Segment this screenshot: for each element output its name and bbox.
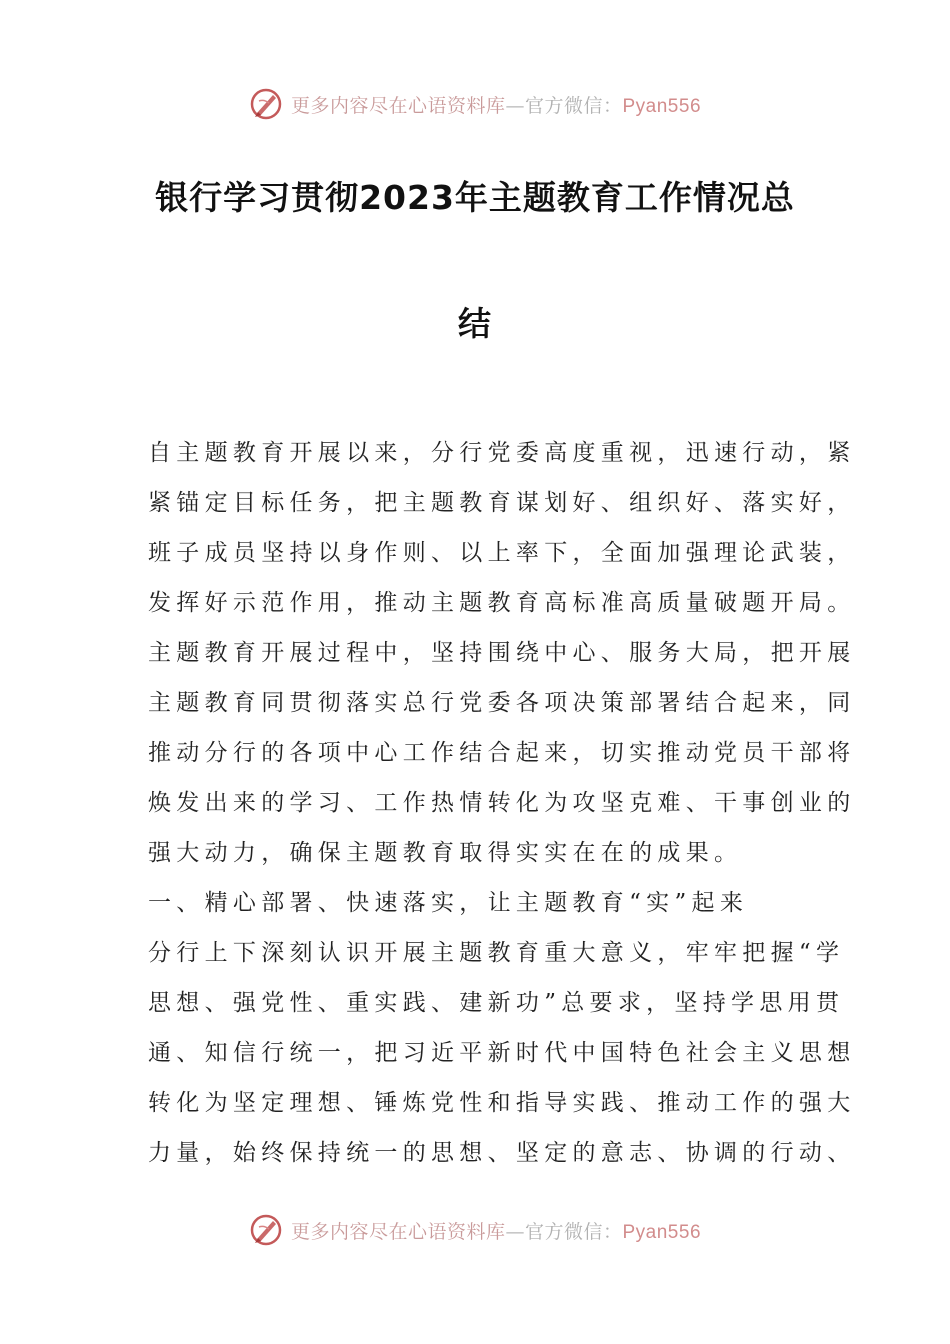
watermark-group bbox=[249, 87, 701, 121]
body-line: 紧锚定目标任务，把主题教育谋划好、组织好、落实好， bbox=[148, 490, 856, 516]
watermark-dash: — bbox=[505, 1220, 525, 1243]
watermark-dash: — bbox=[505, 94, 525, 117]
document-body bbox=[148, 428, 856, 1178]
watermark-main-text: 更多内容尽在心语资料库 bbox=[290, 1220, 506, 1243]
watermark-group bbox=[249, 1213, 701, 1247]
watermark-wechat-id: Pyan556 bbox=[622, 95, 702, 117]
body-line: 主题教育开展过程中，坚持围绕中心、服务大局，把开展 bbox=[148, 640, 856, 666]
body-line: 通、知信行统一，把习近平新时代中国特色社会主义思想 bbox=[148, 1040, 856, 1066]
body-line: 焕发出来的学习、工作热情转化为攻坚克难、干事创业的 bbox=[148, 790, 856, 816]
body-line: 自主题教育开展以来，分行党委高度重视，迅速行动，紧 bbox=[148, 440, 856, 466]
section-heading: 一、精心部署、快速落实，让主题教育“实”起来 bbox=[148, 890, 749, 916]
watermark-text bbox=[291, 1217, 701, 1244]
watermark-text bbox=[291, 91, 701, 118]
pen-circle-logo-icon bbox=[249, 87, 283, 121]
watermark-wechat-id: Pyan556 bbox=[622, 1221, 702, 1243]
body-line: 思想、强党性、重实践、建新功”总要求，坚持学思用贯 bbox=[148, 990, 845, 1016]
watermark-wechat-label: 官方微信： bbox=[524, 1220, 623, 1243]
body-line: 班子成员坚持以身作则、以上率下，全面加强理论武装， bbox=[148, 540, 856, 566]
watermark-wechat-label: 官方微信： bbox=[524, 94, 623, 117]
body-line: 强大动力，确保主题教育取得实实在在的成果。 bbox=[148, 840, 743, 866]
document-title-line-1: 银行学习贯彻2023年主题教育工作情况总 bbox=[155, 178, 795, 217]
body-line: 力量，始终保持统一的思想、坚定的意志、协调的行动、 bbox=[148, 1140, 856, 1166]
footer-watermark bbox=[0, 1210, 950, 1250]
pen-circle-logo-icon bbox=[249, 1213, 283, 1247]
body-line: 推动分行的各项中心工作结合起来，切实推动党员干部将 bbox=[148, 740, 856, 766]
document-title-line-2: 结 bbox=[458, 304, 492, 343]
body-line: 主题教育同贯彻落实总行党委各项决策部署结合起来，同 bbox=[148, 690, 856, 716]
body-line: 发挥好示范作用，推动主题教育高标准高质量破题开局。 bbox=[148, 590, 856, 616]
body-line: 转化为坚定理想、锤炼党性和指导实践、推动工作的强大 bbox=[148, 1090, 856, 1116]
watermark-main-text: 更多内容尽在心语资料库 bbox=[290, 94, 506, 117]
header-watermark bbox=[0, 84, 950, 124]
body-line: 分行上下深刻认识开展主题教育重大意义，牢牢把握“学 bbox=[148, 940, 845, 966]
